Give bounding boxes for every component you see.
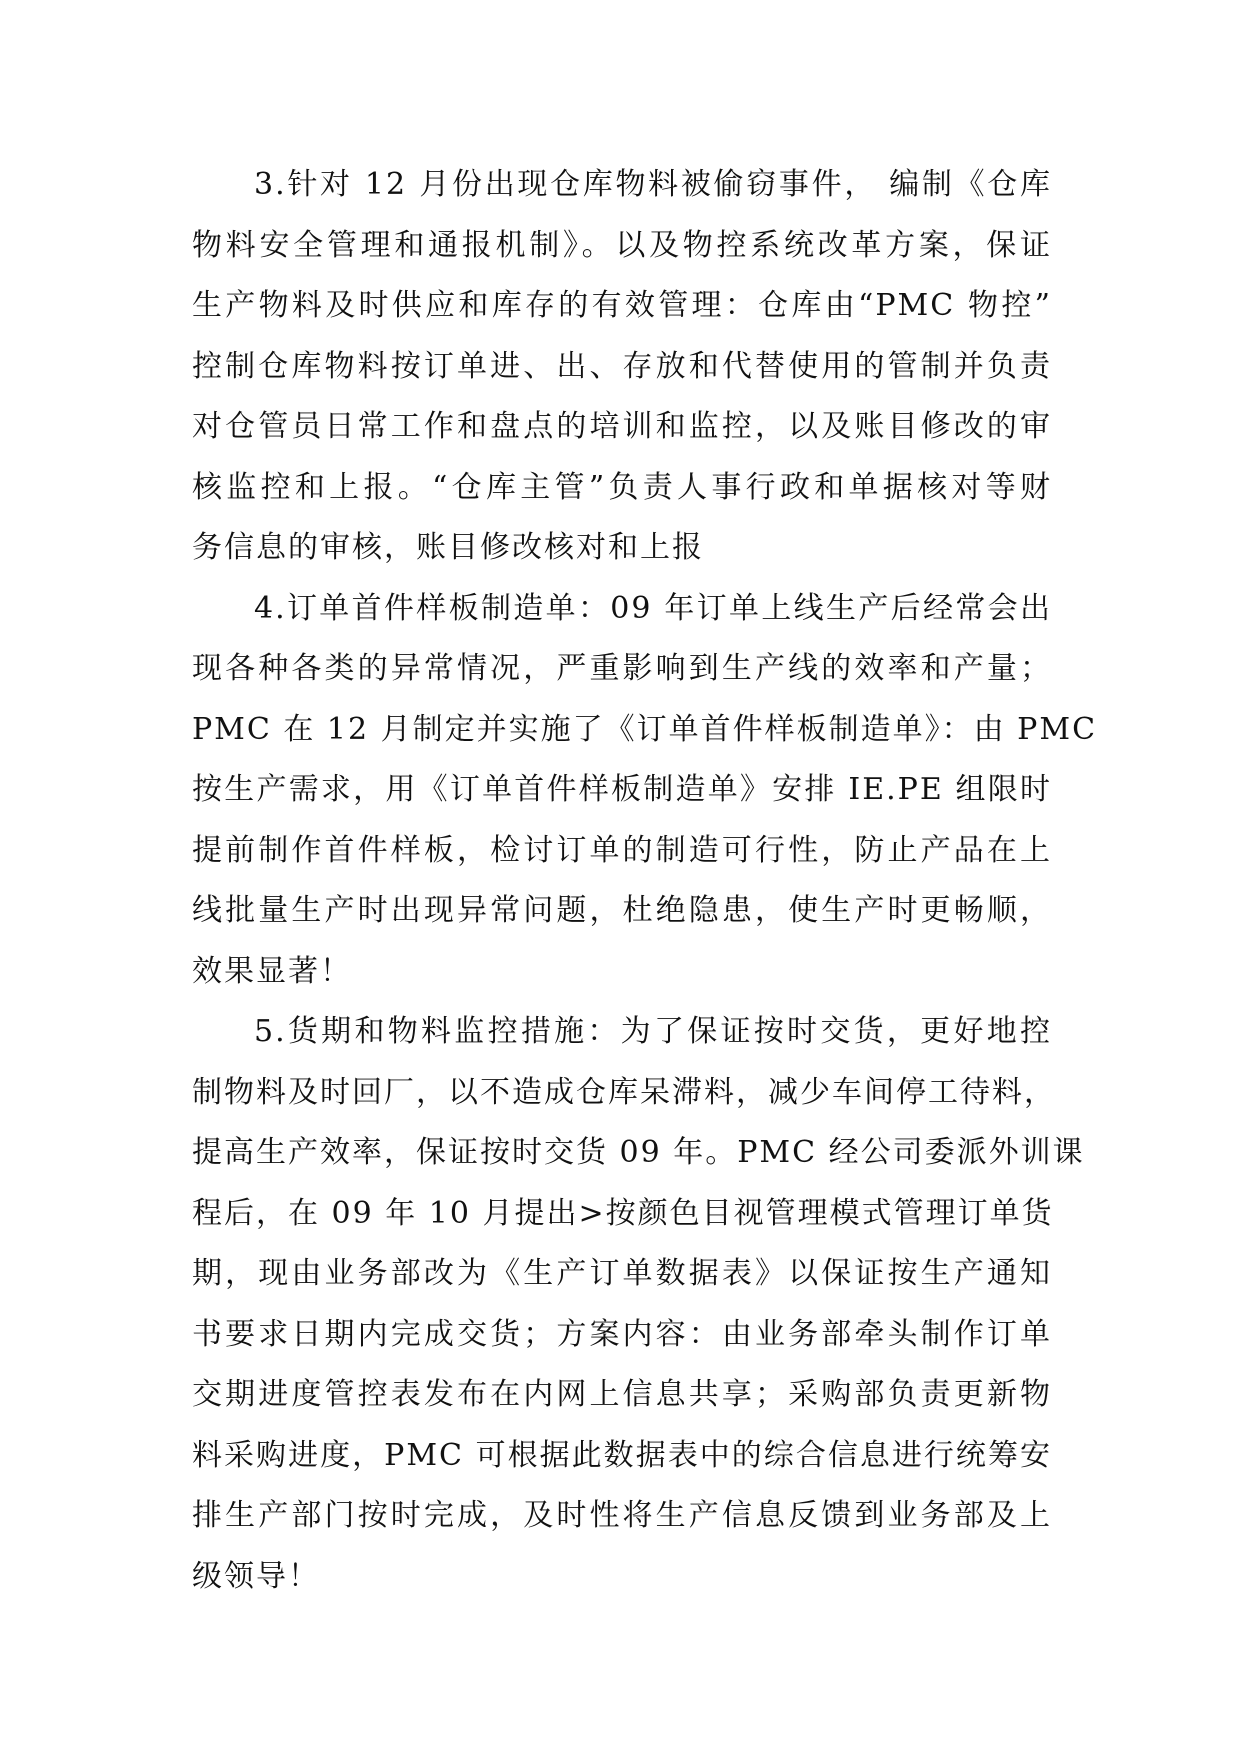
paragraph-line: 现各种各类的异常情况，严重影响到生产线的效率和产量； <box>192 651 1052 686</box>
paragraph-line: 物料安全管理和通报机制》。以及物控系统改革方案，保证 <box>192 227 1052 263</box>
paragraph-line: PMC 在 12 月制定并实施了《订单首件样板制造单》：由 PMC <box>192 711 1098 747</box>
paragraph-line: 期，现由业务部改为《生产订单数据表》以保证按生产通知 <box>192 1256 1052 1291</box>
paragraph-line: 线批量生产时出现异常问题，杜绝隐患，使生产时更畅顺， <box>192 893 1052 928</box>
paragraph-line: 排生产部门按时完成，及时性将生产信息反馈到业务部及上 <box>192 1498 1052 1533</box>
paragraph-line: 控制仓库物料按订单进、出、存放和代替使用的管制并负责 <box>192 348 1052 384</box>
paragraph-line: 交期进度管控表发布在内网上信息共享；采购部负责更新物 <box>192 1377 1052 1412</box>
paragraph-line: 程后，在 09 年 10 月提出>按颜色目视管理模式管理订单货 <box>192 1195 1054 1231</box>
paragraph-line: 4.订单首件样板制造单：09 年订单上线生产后经常会出 <box>254 590 1052 626</box>
document-body <box>192 155 1098 1607</box>
paragraph-line: 提高生产效率，保证按时交货 09 年。PMC 经公司委派外训课 <box>192 1135 1085 1170</box>
paragraph-line: 务信息的审核，账目修改核对和上报 <box>192 530 704 565</box>
paragraph-3 <box>192 155 1052 579</box>
paragraph-line: 5.货期和物料监控措施：为了保证按时交货，更好地控 <box>254 1014 1052 1049</box>
paragraph-line: 料采购进度，PMC 可根据此数据表中的综合信息进行统筹安 <box>192 1437 1052 1473</box>
paragraph-line: 对仓管员日常工作和盘点的培训和监控，以及账目修改的审 <box>192 409 1052 444</box>
paragraph-line: 效果显著！ <box>192 953 352 989</box>
paragraph-line: 书要求日期内完成交货；方案内容：由业务部牵头制作订单 <box>192 1316 1052 1352</box>
paragraph-5 <box>192 1002 1085 1607</box>
paragraph-line: 制物料及时回厂，以不造成仓库呆滞料，减少车间停工待料， <box>192 1074 1056 1110</box>
paragraph-line: 按生产需求，用《订单首件样板制造单》安排 IE.PE 组限时 <box>192 772 1052 807</box>
paragraph-line: 3.针对 12 月份出现仓库物料被偷窃事件， 编制《仓库 <box>254 167 1052 202</box>
paragraph-4 <box>192 579 1098 1003</box>
paragraph-line: 提前制作首件样板，检讨订单的制造可行性，防止产品在上 <box>192 832 1052 868</box>
paragraph-line: 生产物料及时供应和库存的有效管理：仓库由“PMC 物控” <box>192 288 1052 323</box>
paragraph-line: 核监控和上报。“仓库主管”负责人事行政和单据核对等财 <box>192 469 1052 505</box>
paragraph-line: 级领导！ <box>192 1558 320 1594</box>
